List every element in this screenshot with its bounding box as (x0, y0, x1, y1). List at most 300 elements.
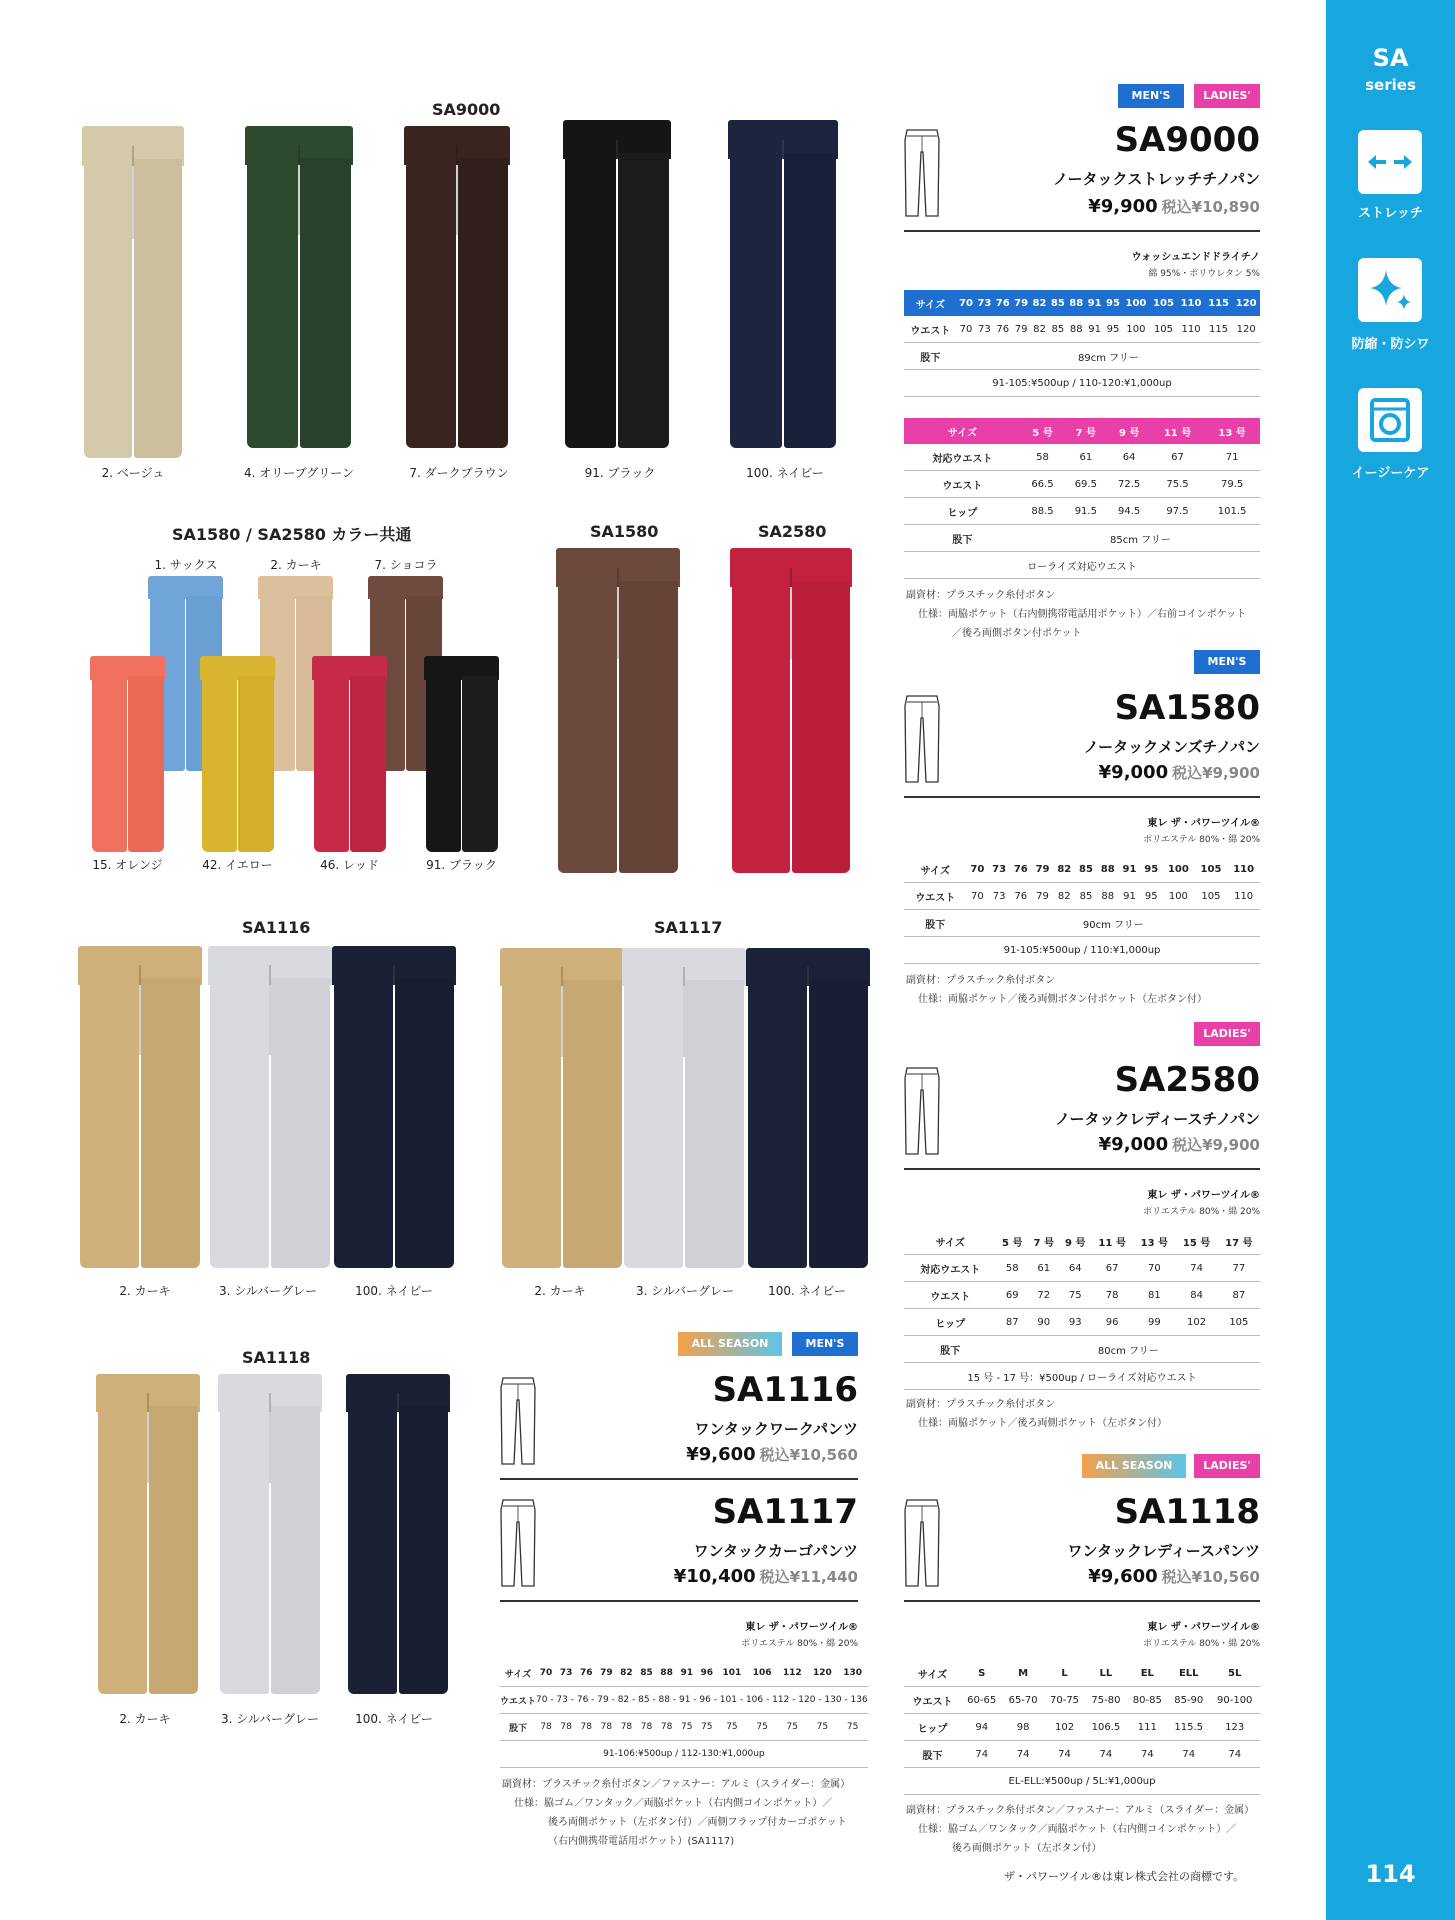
product-price: ¥9,000 税込¥9,900 (1098, 762, 1260, 783)
table-cell: 95 (1140, 883, 1162, 910)
table-row (904, 910, 1260, 937)
color-caption: 3. シルバーグレー (635, 1284, 735, 1298)
table-cell: 74 (1002, 1741, 1043, 1768)
table-cell: 91 (677, 1660, 697, 1687)
divider (904, 1600, 1260, 1602)
table-cell: ヒップ (904, 1714, 961, 1741)
table-cell: 13 号 (1133, 1228, 1175, 1255)
composition: 綿 95%・ポリウレタン 5% (1148, 269, 1260, 279)
table-cell: 70 (1133, 1255, 1175, 1282)
spec-line: 副資材：プラスチック糸付ボタン (906, 590, 1056, 601)
table-cell: 74 (961, 1741, 1002, 1768)
table-cell: 69 (996, 1282, 1028, 1309)
pant-photo-dark-brown (404, 126, 510, 448)
table-cell: 91-105:¥500up / 110-120:¥1,000up (904, 370, 1260, 397)
spec-line: 副資材：プラスチック糸付ボタン／ファスナー：アルミ（スライダー：金属） (906, 1805, 1255, 1816)
table-cell: 96 (697, 1660, 717, 1687)
table-cell: 76 (1010, 856, 1032, 883)
table-cell: 78 (576, 1714, 596, 1741)
table-cell: 対応ウエスト (904, 444, 1021, 471)
table-cell: 105 (1218, 1309, 1260, 1336)
table-cell: 110 (1227, 883, 1260, 910)
table-cell: 67 (1091, 1255, 1133, 1282)
table-cell: 105 (1150, 316, 1178, 343)
table-cell: サイズ (904, 856, 966, 883)
size-table (500, 1660, 868, 1768)
table-cell: 9 号 (1060, 1228, 1092, 1255)
product-code: SA1580 (1114, 688, 1260, 728)
badge-all-season: ALL SEASON (1082, 1454, 1186, 1478)
table-cell: 78 (1091, 1282, 1133, 1309)
table-cell: 91 (1119, 883, 1141, 910)
table-cell: サイズ (904, 418, 1021, 444)
table-cell: 75.5 (1151, 471, 1204, 498)
table-cell: 96 (1091, 1309, 1133, 1336)
pant-photo-olive (245, 126, 353, 448)
table-cell: 58 (996, 1255, 1028, 1282)
product-name: ノータックストレッチチノパン (1052, 170, 1260, 188)
table-cell: 94.5 (1108, 498, 1151, 525)
color-caption: 3. シルバーグレー (218, 1284, 318, 1298)
photo-group-title-sa1116: SA1116 (242, 918, 311, 937)
badge-mens: MEN'S (1118, 84, 1184, 108)
table-cell: 88 (1067, 316, 1085, 343)
table-cell: ヒップ (904, 498, 1021, 525)
table-cell: 91 (1119, 856, 1141, 883)
table-cell: 73 (975, 316, 993, 343)
table-cell: 75 (807, 1714, 837, 1741)
pants-outline-icon (904, 1498, 944, 1592)
divider (904, 796, 1260, 798)
table-cell: 85-90 (1168, 1687, 1209, 1714)
table-cell: 7 号 (1064, 418, 1107, 444)
series-sidebar (1326, 0, 1455, 1920)
table-cell: 78 (616, 1714, 636, 1741)
table-row (904, 1741, 1260, 1768)
pant-photo-sa1118-silver (218, 1374, 322, 1694)
table-cell: 74 (1085, 1741, 1126, 1768)
table-cell: 91 (1085, 290, 1103, 316)
table-cell: 82 (1053, 883, 1075, 910)
pant-photo-sa1116-khaki (78, 946, 202, 1268)
color-caption: 46. レッド (320, 858, 379, 872)
table-cell: 106.5 (1085, 1714, 1126, 1741)
table-cell: 105 (1195, 883, 1228, 910)
spec-line: （右内側携帯電話用ポケット）(SA1117) (548, 1836, 735, 1847)
table-cell: 85 (1075, 883, 1097, 910)
table-row (500, 1687, 868, 1714)
table-cell: 70 (536, 1660, 556, 1687)
table-cell: ヒップ (904, 1309, 996, 1336)
table-cell: 76 (994, 316, 1012, 343)
table-cell: 74 (1127, 1741, 1168, 1768)
table-cell: 73 (975, 290, 993, 316)
divider (500, 1478, 858, 1480)
table-cell: 78 (636, 1714, 656, 1741)
table-cell: 64 (1108, 444, 1151, 471)
photo-group-title-common: SA1580 / SA2580 カラー共通 (172, 525, 412, 544)
table-cell: 5 号 (996, 1228, 1028, 1255)
table-cell: 81 (1133, 1282, 1175, 1309)
table-cell: 72.5 (1108, 471, 1151, 498)
table-cell: 股下 (904, 1741, 961, 1768)
spec-line: 仕様：両脇ポケット／後ろ両側ポケット（左ボタン付） (918, 1418, 1167, 1429)
table-cell: 58 (1021, 444, 1064, 471)
table-cell: 75 (697, 1714, 717, 1741)
trademark-note: ザ・パワーツイル®は東レ株式会社の商標です。 (1004, 1870, 1245, 1883)
table-cell: 91-105:¥500up / 110:¥1,000up (904, 937, 1260, 964)
table-cell: 78 (536, 1714, 556, 1741)
table-cell: 74 (1175, 1255, 1217, 1282)
table-cell: 111 (1127, 1714, 1168, 1741)
table-cell: ウエスト (904, 1282, 996, 1309)
pant-photo-orange (90, 656, 165, 852)
table-cell: 64 (1060, 1255, 1092, 1282)
table-cell: 90-100 (1209, 1687, 1260, 1714)
table-cell: 94 (961, 1714, 1002, 1741)
table-cell: 7 号 (1028, 1228, 1060, 1255)
product-code: SA2580 (1114, 1060, 1260, 1100)
table-cell: 112 (777, 1660, 807, 1687)
table-cell: 120 (1232, 316, 1260, 343)
table-cell: 102 (1175, 1309, 1217, 1336)
table-cell: 76 (1010, 883, 1032, 910)
table-cell: 82 (1053, 856, 1075, 883)
table-cell: 66.5 (1021, 471, 1064, 498)
table-cell: 79 (1032, 856, 1054, 883)
color-caption: 7. ダークブラウン (409, 466, 509, 480)
pants-outline-icon (904, 128, 944, 222)
divider (904, 1168, 1260, 1170)
table-cell: 91 (1085, 316, 1103, 343)
table-cell: 85 (1075, 856, 1097, 883)
table-cell: M (1002, 1660, 1043, 1687)
product-code: SA1117 (712, 1492, 858, 1532)
table-cell: EL-ELL:¥500up / 5L:¥1,000up (904, 1768, 1260, 1795)
table-cell: 17 号 (1218, 1228, 1260, 1255)
pant-photo-black-small (424, 656, 499, 852)
table-cell: 88 (1067, 290, 1085, 316)
product-code: SA1116 (712, 1370, 858, 1410)
color-caption: 2. カーキ (270, 558, 322, 572)
table-cell: 91-106:¥500up / 112-130:¥1,000up (500, 1741, 868, 1768)
table-cell: 80-85 (1127, 1687, 1168, 1714)
table-cell: 61 (1064, 444, 1107, 471)
washing-machine-icon (1358, 388, 1422, 452)
table-row (904, 1687, 1260, 1714)
table-cell: 76 (994, 290, 1012, 316)
material: ウォッシュエンドドライチノ (1131, 252, 1260, 263)
table-cell: ウエスト (500, 1687, 536, 1714)
spec-line: 副資材：プラスチック糸付ボタン／ファスナー：アルミ（スライダー：金属） (502, 1779, 851, 1790)
table-cell: 76 (576, 1660, 596, 1687)
pant-photo-sa1117-navy (746, 948, 870, 1268)
color-caption: 100. ネイビー (355, 1284, 433, 1298)
table-cell: 90cm フリー (966, 910, 1260, 937)
table-cell: 87 (1218, 1282, 1260, 1309)
table-cell: 82 (616, 1660, 636, 1687)
product-price: ¥9,600 税込¥10,560 (1088, 1566, 1260, 1587)
material: 東レ ザ・パワーツイル® (745, 1622, 858, 1633)
pants-outline-icon (904, 1066, 944, 1160)
table-cell: ウエスト (904, 316, 957, 343)
table-cell: 67 (1151, 444, 1204, 471)
table-cell: サイズ (904, 1228, 996, 1255)
table-cell: 11 号 (1151, 418, 1204, 444)
table-cell: 100 (1162, 883, 1195, 910)
table-row (904, 1336, 1260, 1363)
pant-photo-sa1117-silver (622, 948, 746, 1268)
product-name: ワンタックカーゴパンツ (693, 1542, 858, 1560)
size-table (904, 856, 1260, 964)
table-cell: 110 (1227, 856, 1260, 883)
table-cell: L (1044, 1660, 1085, 1687)
spec-line: 後ろ両側ポケット（左ボタン付）／両側フラップ付カーゴポケット (548, 1817, 847, 1828)
table-cell: 120 (807, 1660, 837, 1687)
table-cell: 股下 (904, 343, 957, 370)
table-cell: 105 (1150, 290, 1178, 316)
table-cell: 70 (966, 856, 988, 883)
table-cell: ウエスト (904, 471, 1021, 498)
badge-mens: MEN'S (792, 1332, 858, 1356)
table-cell: 110 (1177, 316, 1205, 343)
product-name: ワンタックレディースパンツ (1067, 1542, 1260, 1560)
table-cell: 90 (1028, 1309, 1060, 1336)
table-cell: LL (1085, 1660, 1126, 1687)
color-caption: 1. サックス (154, 558, 218, 572)
table-cell: 73 (988, 856, 1010, 883)
badge-mens: MEN'S (1194, 650, 1260, 674)
table-cell: 74 (1168, 1741, 1209, 1768)
color-caption: 15. オレンジ (92, 858, 163, 872)
table-cell: 110 (1177, 290, 1205, 316)
color-caption: 100. ネイビー (355, 1712, 433, 1726)
table-cell: 75 (837, 1714, 867, 1741)
table-cell: 股下 (904, 525, 1021, 552)
table-cell: 115 (1205, 290, 1233, 316)
table-cell: 対応ウエスト (904, 1255, 996, 1282)
pant-photo-sa1580 (556, 548, 680, 873)
table-row (904, 1255, 1260, 1282)
table-cell: 13 号 (1204, 418, 1260, 444)
table-row (904, 316, 1260, 343)
table-row (904, 418, 1260, 444)
pants-outline-icon (500, 1498, 540, 1592)
table-cell: 97.5 (1151, 498, 1204, 525)
table-cell: 91.5 (1064, 498, 1107, 525)
spec-line: 仕様：脇ゴム／ワンタック／両脇ポケット（右内側コインポケット）／ (918, 1824, 1237, 1835)
table-cell: 60-65 (961, 1687, 1002, 1714)
table-cell: 65-70 (1002, 1687, 1043, 1714)
table-cell: 88.5 (1021, 498, 1064, 525)
composition: ポリエステル 80%・綿 20% (1143, 835, 1260, 845)
size-table-ladies (904, 418, 1260, 579)
feature-label-easy-care: イージーケア (1351, 466, 1430, 481)
table-row (904, 370, 1260, 397)
table-cell: 88 (1097, 883, 1119, 910)
spec-line: 副資材：プラスチック糸付ボタン (906, 1399, 1056, 1410)
series-word: series (1365, 76, 1416, 94)
composition: ポリエステル 80%・綿 20% (741, 1639, 858, 1649)
badge-all-season: ALL SEASON (678, 1332, 782, 1356)
table-cell: 75 (747, 1714, 777, 1741)
pant-photo-sa2580 (730, 548, 852, 873)
table-row (500, 1741, 868, 1768)
table-cell: 123 (1209, 1714, 1260, 1741)
stretch-arrows-icon (1358, 130, 1422, 194)
table-cell: 93 (1060, 1309, 1092, 1336)
table-cell: 98 (1002, 1714, 1043, 1741)
table-cell: 5L (1209, 1660, 1260, 1687)
photo-group-title-sa1117: SA1117 (654, 918, 723, 937)
table-cell: 15 号 - 17 号：¥500up / ローライズ対応ウエスト (904, 1363, 1260, 1390)
table-cell: 95 (1104, 290, 1122, 316)
table-cell: 84 (1175, 1282, 1217, 1309)
pant-photo-red (312, 656, 387, 852)
table-cell: 115.5 (1168, 1714, 1209, 1741)
table-cell: ローライズ対応ウエスト (904, 552, 1260, 579)
table-cell: 79 (1012, 316, 1030, 343)
spec-line: 副資材：プラスチック糸付ボタン (906, 975, 1056, 986)
table-cell: 120 (1232, 290, 1260, 316)
table-cell: 78 (657, 1714, 677, 1741)
color-caption: 2. カーキ (119, 1284, 171, 1298)
material: 東レ ザ・パワーツイル® (1147, 1622, 1260, 1633)
product-price: ¥9,600 税込¥10,560 (686, 1444, 858, 1465)
table-cell: 73 (556, 1660, 576, 1687)
table-row (904, 290, 1260, 316)
table-row (904, 444, 1260, 471)
table-row (904, 1768, 1260, 1795)
table-cell: 105 (1195, 856, 1228, 883)
table-cell: 75 (777, 1714, 807, 1741)
table-cell: 88 (657, 1660, 677, 1687)
table-cell: 78 (596, 1714, 616, 1741)
feature-label-stretch: ストレッチ (1358, 206, 1423, 221)
table-row (904, 552, 1260, 579)
table-row (500, 1660, 868, 1687)
pant-photo-yellow (200, 656, 275, 852)
table-cell: 115 (1205, 316, 1233, 343)
table-cell: S (961, 1660, 1002, 1687)
product-name: ノータックメンズチノパン (1083, 738, 1260, 756)
table-cell: 80cm フリー (996, 1336, 1260, 1363)
table-cell: 130 (837, 1660, 867, 1687)
table-cell: 89cm フリー (957, 343, 1260, 370)
table-cell: 5 号 (1021, 418, 1064, 444)
table-row (904, 1363, 1260, 1390)
badge-ladies: LADIES' (1194, 1454, 1260, 1478)
badge-ladies: LADIES' (1194, 84, 1260, 108)
table-row (904, 1282, 1260, 1309)
table-row (904, 343, 1260, 370)
table-cell: サイズ (904, 1660, 961, 1687)
pant-photo-beige (82, 126, 184, 458)
table-cell: サイズ (500, 1660, 536, 1687)
table-cell: 95 (1140, 856, 1162, 883)
spec-line: 仕様：両脇ポケット（右内側携帯電話用ポケット）／右前コインポケット (918, 609, 1247, 620)
table-cell: 11 号 (1091, 1228, 1133, 1255)
pant-photo-navy (728, 120, 838, 448)
table-cell: 股下 (904, 910, 966, 937)
color-caption: 42. イエロー (202, 858, 273, 872)
spec-line: 仕様：両脇ポケット／後ろ両側ボタン付ポケット（左ボタン付） (918, 994, 1207, 1005)
table-cell: ウエスト (904, 883, 966, 910)
photo-group-title-sa9000: SA9000 (432, 100, 501, 119)
spec-line: 仕様：脇ゴム／ワンタック／両脇ポケット（右内側コインポケット）／ (514, 1798, 833, 1809)
composition: ポリエステル 80%・綿 20% (1143, 1207, 1260, 1217)
pants-outline-icon (500, 1376, 540, 1470)
table-row (904, 1309, 1260, 1336)
pants-outline-icon (904, 694, 944, 788)
table-cell: 75-80 (1085, 1687, 1126, 1714)
table-cell: 75 (677, 1714, 697, 1741)
table-cell: 87 (996, 1309, 1028, 1336)
table-cell: 74 (1044, 1741, 1085, 1768)
table-cell: ウエスト (904, 1687, 961, 1714)
table-cell: 股下 (500, 1714, 536, 1741)
table-row (904, 1660, 1260, 1687)
table-cell: 100 (1162, 856, 1195, 883)
size-table (904, 1660, 1260, 1795)
table-cell: 101 (717, 1660, 747, 1687)
table-cell: 79 (1032, 883, 1054, 910)
table-cell: 85 (636, 1660, 656, 1687)
table-row (904, 1228, 1260, 1255)
color-caption: 2. ベージュ (101, 466, 165, 480)
table-cell: 74 (1209, 1741, 1260, 1768)
table-cell: 75 (1060, 1282, 1092, 1309)
table-row (904, 937, 1260, 964)
product-code: SA9000 (1114, 120, 1260, 160)
color-caption: 3. シルバーグレー (220, 1712, 320, 1726)
table-cell: 99 (1133, 1309, 1175, 1336)
photo-group-title-sa1118: SA1118 (242, 1348, 311, 1367)
size-table-mens (904, 290, 1260, 397)
size-table (904, 1228, 1260, 1390)
material: 東レ ザ・パワーツイル® (1147, 818, 1260, 829)
photo-group-title-sa1580: SA1580 (590, 522, 659, 541)
table-cell: 70 (957, 316, 975, 343)
table-cell: 70 (957, 290, 975, 316)
product-name: ワンタックワークパンツ (694, 1420, 858, 1438)
pant-photo-sa1118-navy (346, 1374, 450, 1694)
product-name: ノータックレディースチノパン (1054, 1110, 1260, 1128)
table-row (904, 883, 1260, 910)
table-cell: 82 (1030, 290, 1048, 316)
table-cell: 77 (1218, 1255, 1260, 1282)
table-cell: 85 (1049, 316, 1067, 343)
table-cell: 72 (1028, 1282, 1060, 1309)
table-cell: 95 (1104, 316, 1122, 343)
color-caption: 4. オリーブグリーン (243, 466, 355, 480)
product-price: ¥9,900 税込¥10,890 (1088, 196, 1260, 217)
table-cell: 79.5 (1204, 471, 1260, 498)
color-caption: 2. カーキ (534, 1284, 586, 1298)
color-caption: 100. ネイビー (746, 466, 824, 480)
table-cell: EL (1127, 1660, 1168, 1687)
table-row (904, 856, 1260, 883)
table-cell: 73 (988, 883, 1010, 910)
table-cell: 102 (1044, 1714, 1085, 1741)
photo-group-title-sa2580: SA2580 (758, 522, 827, 541)
pant-photo-sa1116-navy (332, 946, 456, 1268)
table-cell: 101.5 (1204, 498, 1260, 525)
table-cell: 70 - 73 - 76 - 79 - 82 - 85 - 88 - 91 - 96 - 101 - 106 - 112 - 120 - 130 - 136 (536, 1687, 868, 1714)
table-cell: 15 号 (1175, 1228, 1217, 1255)
divider (500, 1600, 858, 1602)
pant-photo-sa1117-khaki (500, 948, 624, 1268)
